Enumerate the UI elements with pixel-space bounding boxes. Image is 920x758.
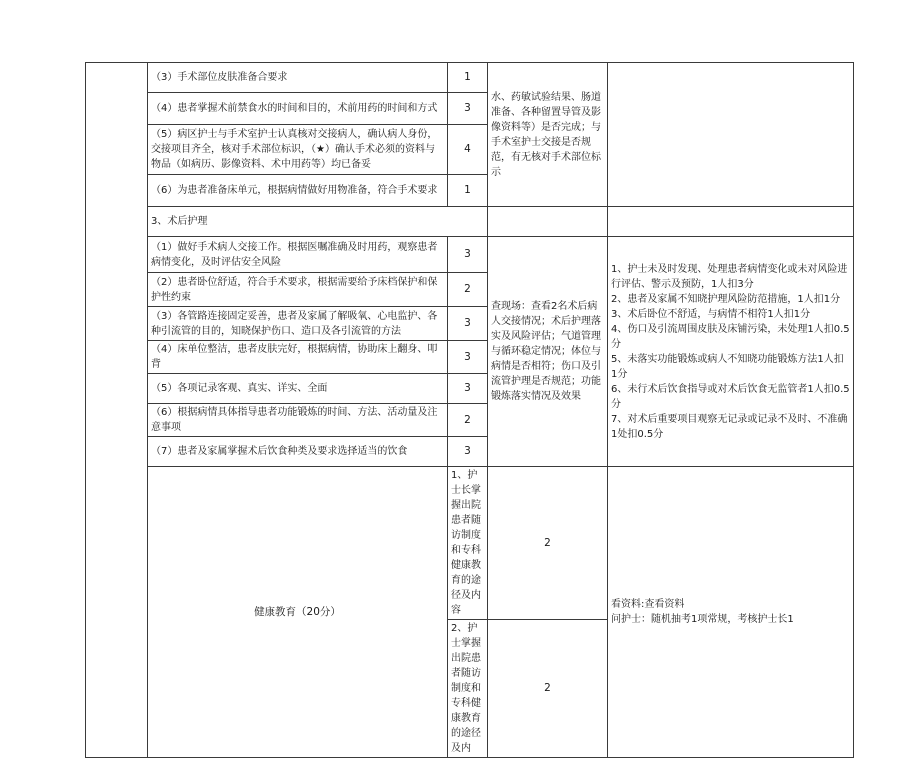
item-text: （4）床单位整洁，患者皮肤完好，根据病情，协助床上翻身、叩背 [148,341,448,374]
item-score: 1 [448,63,488,93]
item-text: （7）患者及家属掌握术后饮食种类及要求选择适当的饮食 [148,437,448,467]
nursing-evaluation-table [85,62,854,758]
table-row [86,237,854,273]
deduction-rules: 1、护士未及时发现、处理患者病情变化或未对风险进行评估、警示及预防，1人扣3分 2、患者及家属不知晓护理风险防范措施，1人扣1分 3、术后卧位不舒适，与病情不相符1人扣1分 4、伤口及引流周围皮肤及床铺污染，未处理1人扣0.5分 5、未落实功能锻炼或病人不知晓功能锻炼方法1人扣1分 6、未行术后饮食指导或对术后饮食无监管者1人扣0.5分 7、对术后重要项目观察无记录或记录不及时、不准确1处扣0.5分 [608,237,854,467]
table-row [86,467,854,620]
item-score: 2 [448,273,488,307]
item-score: 3 [448,341,488,374]
item-text: （6）为患者准备床单元，根据病情做好用物准备，符合手术要求 [148,175,448,207]
item-score: 4 [448,125,488,175]
deduction-cell [608,63,854,207]
empty-cell [608,207,854,237]
item-score: 3 [448,237,488,273]
check-method: 水、药敏试验结果、肠道准备、各种留置导管及影像资料等）是否完成；与手术室护士交接是否规范，有无核对手术部位标示 [488,63,608,207]
item-score: 3 [448,374,488,404]
item-text: （3）手术部位皮肤准备合要求 [148,63,448,93]
item-score: 2 [488,467,608,620]
item-text: （5）病区护士与手术室护士认真核对交接病人，确认病人身份，交接项目齐全，核对手术部位标识，（★）确认手术必须的资料与物品（如病历、影像资料、术中用药等）均已备妥 [148,125,448,175]
item-score: 2 [488,620,608,758]
item-text: （6）根据病情具体指导患者功能锻炼的时间、方法、活动量及注意事项 [148,404,448,437]
item-score: 3 [448,93,488,125]
section-header-row [86,207,854,237]
item-text: （3）各管路连接固定妥善，患者及家属了解吸氧、心电监护、各种引流管的目的，知晓保护伤口、造口及各引流管的方法 [148,307,448,341]
item-text: （5）各项记录客观、真实、详实、全面 [148,374,448,404]
check-method: 看资料:查看资料 问护士：随机抽考1项常规，考核护士长1 [608,467,854,758]
item-text: 1、护士长掌握出院患者随访制度和专科健康教育的途径及内容 [448,467,488,620]
health-education-category: 健康教育（20分） [148,467,448,758]
item-score: 1 [448,175,488,207]
table-row [86,63,854,93]
section-title: 3、术后护理 [148,207,488,237]
category-cell [86,63,148,758]
item-score: 2 [448,404,488,437]
item-text: （2）患者卧位舒适，符合手术要求，根据需要给予床档保护和保护性约束 [148,273,448,307]
empty-cell [488,207,608,237]
item-text: （4）患者掌握术前禁食水的时间和目的，术前用药的时间和方式 [148,93,448,125]
item-score: 3 [448,437,488,467]
check-method: 查现场：查看2名术后病人交接情况；术后护理落实及风险评估；气道管理与循环稳定情况；体位与病情是否相符；伤口及引流管护理是否规范；功能锻炼落实情况及效果 [488,237,608,467]
item-text: 2、护士掌握出院患者随访制度和专科健康教育的途径及内 [448,620,488,758]
item-score: 3 [448,307,488,341]
item-text: （1）做好手术病人交接工作。根据医嘱准确及时用药，观察患者病情变化，及时评估安全风险 [148,237,448,273]
